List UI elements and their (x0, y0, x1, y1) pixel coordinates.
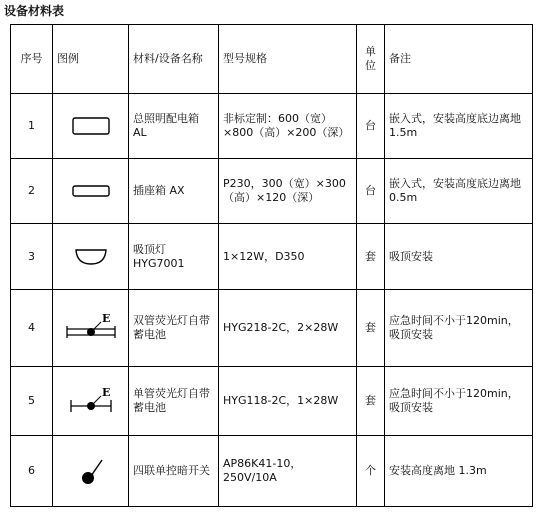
row-unit: 套 (357, 367, 385, 436)
header-row (11, 25, 533, 94)
row-unit: 台 (357, 94, 385, 159)
row-remark: 吸顶安装 (385, 224, 533, 290)
row-remark: 应急时间不小于120min，吸顶安装 (385, 367, 533, 436)
row-name: 吸顶灯 HYG7001 (129, 224, 219, 290)
row-no: 4 (11, 290, 53, 367)
row-unit: 套 (357, 224, 385, 290)
row-no: 1 (11, 94, 53, 159)
ceiling-lamp-symbol (53, 224, 129, 290)
double-fluorescent-emergency-symbol (53, 290, 129, 367)
table-row (11, 436, 533, 507)
row-remark: 应急时间不小于120min，吸顶安装 (385, 290, 533, 367)
table-row (11, 159, 533, 224)
row-model: 1×12W，D350 (219, 224, 357, 290)
row-remark: 安装高度离地 1.3m (385, 436, 533, 507)
row-name: 总照明配电箱 AL (129, 94, 219, 159)
table-row (11, 94, 533, 159)
row-model: HYG118-2C，1×28W (219, 367, 357, 436)
distribution-box-symbol (53, 94, 129, 159)
emergency-letter: E (101, 312, 110, 325)
row-name: 插座箱 AX (129, 159, 219, 224)
row-model: P230，300（宽）×300（高）×120（深） (219, 159, 357, 224)
row-model: 非标定制：600（宽）×800（高）×200（深） (219, 94, 357, 159)
row-no: 2 (11, 159, 53, 224)
row-remark: 嵌入式，安装高度底边离地 0.5m (385, 159, 533, 224)
emergency-letter: E (101, 386, 110, 399)
table-row (11, 224, 533, 290)
header-model: 型号规格 (219, 25, 357, 94)
header-name: 材料/设备名称 (129, 25, 219, 94)
header-no: 序号 (11, 25, 53, 94)
row-name: 四联单控暗开关 (129, 436, 219, 507)
row-no: 3 (11, 224, 53, 290)
socket-box-symbol (53, 159, 129, 224)
four-gang-switch-symbol (53, 436, 129, 507)
single-fluorescent-emergency-symbol (53, 367, 129, 436)
equipment-materials-table (10, 24, 533, 507)
row-name: 单管荧光灯自带蓄电池 (129, 367, 219, 436)
row-model: AP86K41-10，250V/10A (219, 436, 357, 507)
row-no: 5 (11, 367, 53, 436)
row-unit: 台 (357, 159, 385, 224)
table-row (11, 290, 533, 367)
row-unit: 个 (357, 436, 385, 507)
row-remark: 嵌入式，安装高度底边离地 1.5m (385, 94, 533, 159)
table-title: 设备材料表 (4, 4, 65, 18)
row-unit: 套 (357, 290, 385, 367)
row-name: 双管荧光灯自带蓄电池 (129, 290, 219, 367)
table-row (11, 367, 533, 436)
row-no: 6 (11, 436, 53, 507)
header-symbol: 图例 (53, 25, 129, 94)
header-unit: 单位 (357, 25, 385, 94)
row-model: HYG218-2C，2×28W (219, 290, 357, 367)
header-remark: 备注 (385, 25, 533, 94)
